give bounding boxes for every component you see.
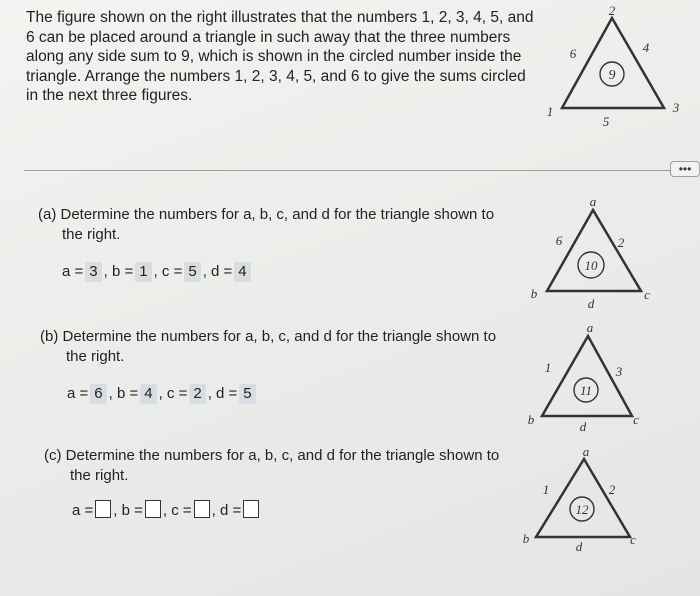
question-line: the right. — [62, 226, 121, 243]
d-value: 5 — [239, 384, 255, 404]
sum-label: 9 — [608, 68, 616, 83]
a-value: 3 — [85, 262, 101, 282]
bottom-mid-label: d — [579, 419, 587, 434]
b-label: , b = — [108, 385, 139, 402]
part-a-triangle-figure — [525, 195, 685, 315]
d-label: , d = — [207, 385, 238, 402]
intro-line: 6 can be placed around a triangle in such away that the three numbers — [26, 28, 511, 46]
question-line: (a) Determine the numbers for a, b, c, and d for the triangle shown to — [38, 206, 495, 223]
b-value: 1 — [135, 262, 151, 282]
b-label: , b = — [103, 263, 134, 280]
sum-label: 10 — [584, 258, 598, 273]
sum-label: 12 — [575, 502, 589, 517]
bottom-right-label: c — [630, 532, 636, 547]
right-mid-label: 2 — [608, 482, 616, 497]
part-c-triangle-figure — [516, 445, 676, 565]
question-line: the right. — [70, 467, 129, 484]
a-input[interactable] — [95, 500, 111, 518]
intro-line: The figure shown on the right illustrates that the numbers 1, 2, 3, 4, 5, and — [26, 9, 534, 26]
part-c-answer — [72, 500, 261, 521]
example-triangle-figure — [540, 0, 690, 135]
triangle-outline — [536, 459, 630, 537]
part-b-triangle-figure — [520, 320, 680, 440]
left-mid-label: 6 — [555, 233, 563, 248]
right-mid-label: 3 — [615, 364, 623, 379]
a-label: a = — [67, 385, 89, 402]
bottom-left-label: 1 — [546, 104, 554, 119]
d-label: , d = — [211, 502, 242, 519]
bottom-left-label: b — [530, 286, 538, 301]
part-a-answer — [62, 262, 253, 282]
left-mid-label: 1 — [542, 482, 550, 497]
bottom-right-label: c — [644, 287, 650, 302]
c-label: , c = — [158, 385, 188, 402]
top-label: a — [586, 320, 594, 335]
bottom-mid-label: d — [575, 539, 583, 554]
part-a-question — [38, 205, 508, 245]
part-b-question — [40, 327, 510, 367]
bottom-mid-label: 5 — [602, 114, 610, 129]
right-mid-label: 2 — [617, 235, 625, 250]
d-value: 4 — [234, 262, 250, 282]
left-mid-label: 6 — [569, 46, 577, 61]
question-line: (b) Determine the numbers for a, b, c, and d for the triangle shown to — [40, 328, 497, 345]
a-label: a = — [72, 502, 94, 519]
triangle-outline — [547, 210, 641, 291]
intro-line: along any side sum to 9, which is shown in the circled number inside the — [26, 48, 522, 65]
triangle-outline — [562, 18, 664, 108]
top-label: a — [582, 444, 590, 459]
sum-label: 11 — [579, 383, 593, 398]
b-label: , b = — [113, 502, 143, 519]
question-line: the right. — [66, 348, 125, 365]
c-value: 2 — [189, 384, 205, 404]
more-options-button[interactable]: ••• — [670, 161, 700, 177]
part-b-answer — [67, 384, 258, 404]
intro-line: triangle. Arrange the numbers 1, 2, 3, 4, 5, and 6 to give the sums circled — [26, 67, 526, 85]
bottom-right-label: c — [633, 412, 639, 427]
d-input[interactable] — [243, 500, 259, 518]
intro-text — [26, 8, 536, 106]
top-label: 2 — [608, 3, 616, 18]
c-input[interactable] — [194, 500, 210, 518]
bottom-right-label: 3 — [672, 100, 680, 115]
b-input[interactable] — [145, 500, 161, 518]
c-label: , c = — [153, 263, 183, 280]
c-label: , c = — [162, 502, 192, 519]
d-label: , d = — [202, 263, 233, 280]
bottom-mid-label: d — [587, 296, 595, 311]
a-label: a = — [62, 263, 84, 280]
right-mid-label: 4 — [642, 40, 650, 55]
intro-line: in the next three figures. — [26, 87, 193, 104]
bottom-left-label: b — [527, 412, 535, 427]
section-divider — [24, 170, 676, 171]
b-value: 4 — [140, 384, 156, 404]
bottom-left-label: b — [522, 531, 530, 546]
c-value: 5 — [184, 262, 200, 282]
part-c-question — [44, 446, 514, 486]
question-line: (c) Determine the numbers for a, b, c, and d for the triangle shown to — [44, 447, 500, 464]
left-mid-label: 1 — [544, 360, 552, 375]
a-value: 6 — [90, 384, 106, 404]
top-label: a — [589, 194, 597, 209]
